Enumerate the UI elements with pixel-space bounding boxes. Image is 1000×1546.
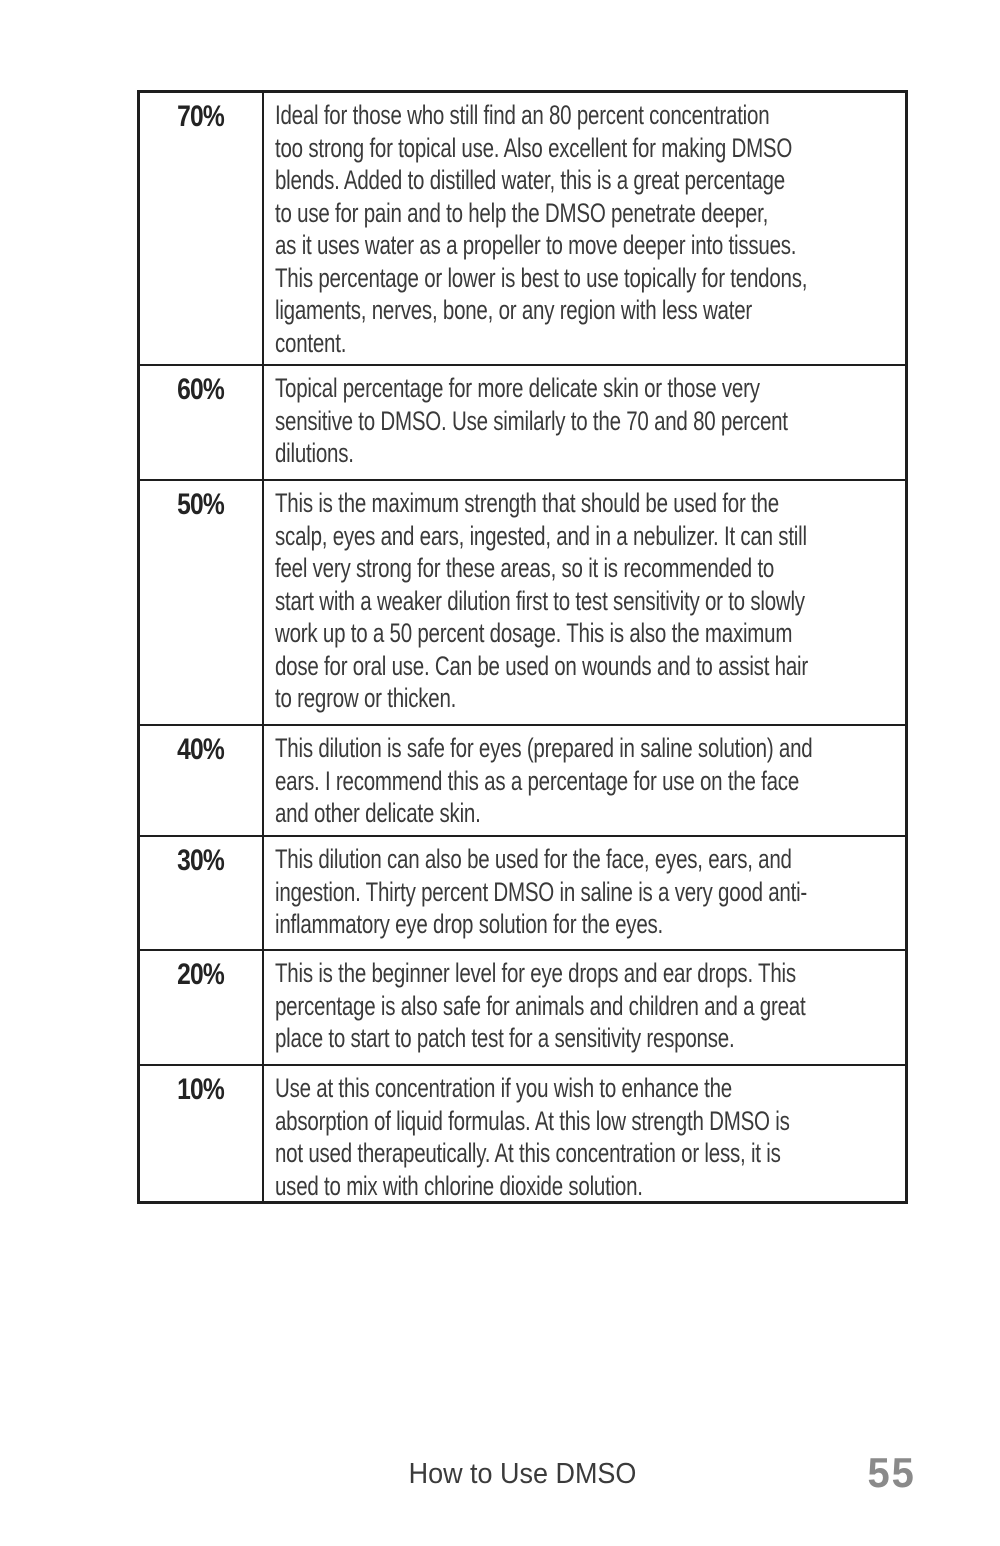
description-cell: [264, 837, 905, 949]
description-line: scalp, eyes and ears, ingested, and in a nebulizer. It can still: [275, 520, 807, 551]
description-line: place to start to patch test for a sensitivity response.: [275, 1023, 735, 1053]
percentage-label: 30%: [177, 844, 225, 877]
description-line: absorption of liquid formulas. At this low strength DMSO is: [275, 1105, 790, 1136]
description-line: This dilution is safe for eyes (prepared in saline solution) and: [275, 733, 813, 763]
percentage-cell: [140, 1066, 264, 1201]
description-cell: [264, 481, 905, 724]
description-cell: [264, 93, 905, 364]
description-line: This percentage or lower is best to use topically for tendons,: [275, 262, 808, 293]
description-line: This dilution can also be used for the face, eyes, ears, and: [275, 844, 792, 874]
description-line: to use for pain and to help the DMSO penetrate deeper,: [275, 197, 769, 228]
description-line: and other delicate skin.: [275, 798, 481, 828]
dilution-table: [137, 90, 908, 1204]
table-row: [140, 479, 905, 724]
description-line: blends. Added to distilled water, this is a great percentage: [275, 165, 785, 195]
percentage-cell: [140, 93, 264, 364]
description-cell: [264, 951, 905, 1064]
description-line: feel very strong for these areas, so it is recommended to: [275, 553, 775, 583]
percentage-cell: [140, 726, 264, 835]
description-line: Topical percentage for more delicate skin or those very: [275, 373, 760, 403]
description-line: start with a weaker dilution first to test sensitivity or to slowly: [275, 585, 805, 616]
description-line: too strong for topical use. Also excellent for making DMSO: [275, 132, 793, 163]
table-row: [140, 835, 905, 949]
description-line: Use at this concentration if you wish to enhance the: [275, 1073, 732, 1103]
description-line: to regrow or thicken.: [275, 683, 457, 713]
description-line: inflammatory eye drop solution for the eyes.: [275, 909, 664, 939]
percentage-label: 60%: [177, 373, 225, 406]
description-cell: [264, 366, 905, 479]
percentage-label: 20%: [177, 958, 225, 991]
percentage-label: 10%: [177, 1073, 225, 1106]
description-cell: [264, 1066, 905, 1201]
description-line: work up to a 50 percent dosage. This is also the maximum: [275, 618, 793, 648]
table-row: [140, 1064, 905, 1201]
table-row: [140, 949, 905, 1064]
description-line: content.: [275, 327, 347, 358]
percentage-cell: [140, 481, 264, 724]
description-line: percentage is also safe for animals and children and a great: [275, 990, 806, 1021]
percentage-cell: [140, 837, 264, 949]
footer-chapter-title: How to Use DMSO: [408, 1458, 637, 1490]
description-cell: [264, 726, 905, 835]
percentage-label: 40%: [177, 733, 225, 766]
table-row: [140, 724, 905, 835]
description-line: ligaments, nerves, bone, or any region with less water: [275, 295, 752, 325]
percentage-label: 50%: [177, 488, 225, 521]
description-line: This is the beginner level for eye drops and ear drops. This: [275, 958, 796, 988]
description-line: This is the maximum strength that should be used for the: [275, 488, 779, 518]
description-line: dilutions.: [275, 438, 354, 468]
description-line: sensitive to DMSO. Use similarly to the 70 and 80 percent: [275, 405, 788, 436]
description-line: used to mix with chlorine dioxide solution.: [275, 1170, 643, 1201]
table-row: [140, 93, 905, 364]
table-row: [140, 364, 905, 479]
percentage-label: 70%: [177, 100, 225, 133]
description-line: ingestion. Thirty percent DMSO in saline is a very good anti-: [275, 876, 808, 907]
description-line: dose for oral use. Can be used on wounds and to assist hair: [275, 650, 808, 681]
description-line: as it uses water as a propeller to move deeper into tissues.: [275, 230, 797, 260]
description-line: Ideal for those who still find an 80 percent concentration: [275, 100, 770, 130]
page-number: 55: [867, 1449, 916, 1496]
description-line: not used therapeutically. At this concentration or less, it is: [275, 1138, 781, 1168]
percentage-cell: [140, 366, 264, 479]
description-line: ears. I recommend this as a percentage for use on the face: [275, 765, 800, 796]
percentage-cell: [140, 951, 264, 1064]
